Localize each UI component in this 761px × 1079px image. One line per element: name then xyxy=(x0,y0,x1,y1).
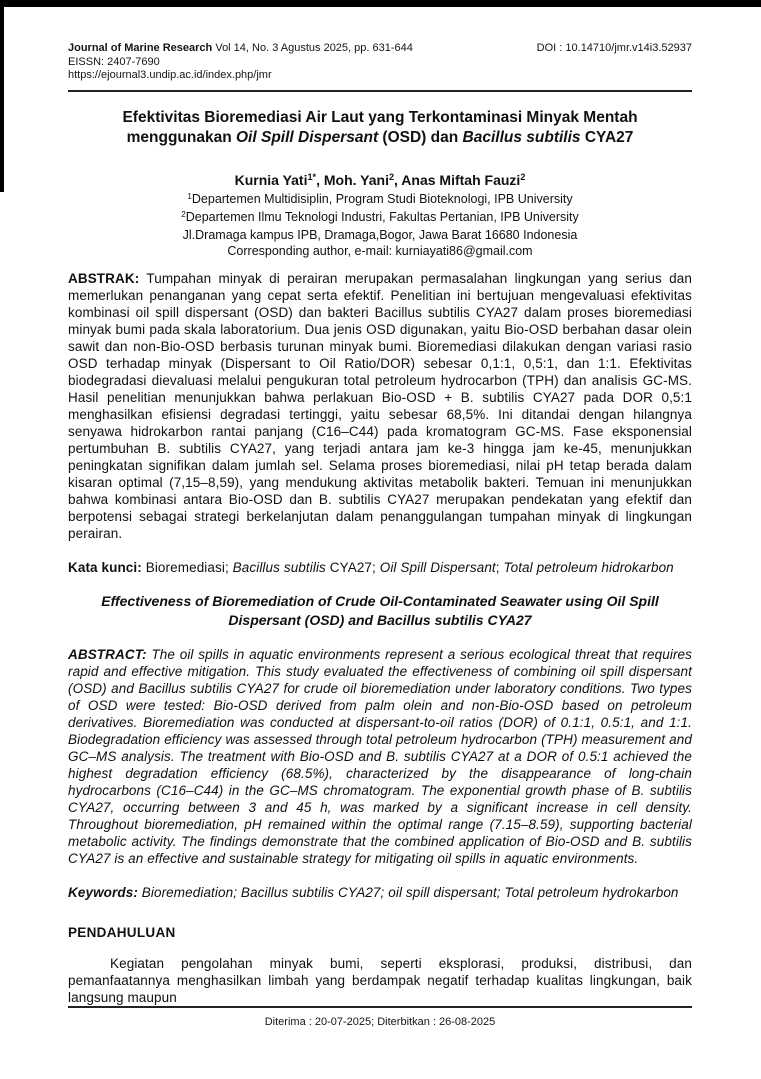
page-footer xyxy=(68,1006,692,1028)
journal-url: https://ejournal3.undip.ac.id/index.php/jmr xyxy=(68,69,272,81)
journal-header xyxy=(68,42,692,92)
journal-volume-line: Journal of Marine Research Vol 14, No. 3 Agustus 2025, pp. 631-644 xyxy=(68,42,413,54)
affiliation-address-line: Jl.Dramaga kampus IPB, Dramaga,Bogor, Jawa Barat 16680 Indonesia xyxy=(182,227,578,242)
scan-border-top xyxy=(0,0,761,7)
eissn-text: EISSN: 2407-7690 xyxy=(68,55,160,68)
keywords-id-line: Kata kunci: Bioremediasi; Bacillus subtilis CYA27; Oil Spill Dispersant; Total petroleum hidrokarbon xyxy=(68,559,674,575)
intro-paragraph: Kegiatan pengolahan minyak bumi, seperti eksplorasi, produksi, distribusi, dan pemanfaatannya menghasilkan limbah yang berdampak negatif terhadap kualitas lingkungan, baik langsung maupun xyxy=(68,955,692,1005)
affiliations-block xyxy=(68,191,692,259)
abstract-id-paragraph: ABSTRAK: Tumpahan minyak di perairan merupakan permasalahan lingkungan yang serius dan memerlukan penanganan yang cepat serta efektif. Penelitian ini bertujuan mengevaluasi efektivitas kombinasi oil spill dispersant (OSD) dan bakteri Bacillus subtilis CYA27 dalam proses bioremediasi minyak bumi pada skala laboratorium. Dua jenis OSD digunakan, yaitu Bio-OSD berbahan dasar olein sawit dan non-Bio-OSD berbasis turunan minyak bumi. Bioremediasi dilakukan dengan variasi rasio OSD terhadap minyak (Dispersant to Oil Ratio/DOR) sebesar 0,1:1, 0,5:1, dan 1:1. Efektivitas biodegradasi dievaluasi melalui pengukuran total petroleum hydrocarbon (TPH) dan analisis GC-MS. Hasil penelitian menunjukkan bahwa perlakuan Bio-OSD + B. subtilis CYA27 pada DOR 0,5:1 menghasilkan efisiensi degradasi tertinggi, yaitu sebesar 68,5%. Ini ditandai dengan hilangnya senyawa hidrokarbon rantai panjang (C16–C44) pada kromatogram GC-MS. Fase eksponensial pertumbuhan B. subtilis CYA27, yang terjadi antara jam ke-3 hingga jam ke-45, menunjukkan peningkatan signifikan dalam jumlah sel. Selama proses bioremediasi, nilai pH tetap berada dalam kisaran optimal (7,15–8,59), yang mendukung aktivitas metabolik bakteri. Temuan ini menunjukkan bahwa kombinasi antara Bio-OSD dan B. subtilis CYA27 merupakan pendekatan yang efektif dan berpotensi sebagai strategi berkelanjutan dalam penanggulangan tumpahan minyak di lingkungan perairan. xyxy=(68,270,692,541)
scan-border-left xyxy=(0,0,4,192)
article-title-id: Efektivitas Bioremediasi Air Laut yang Terkontaminasi Minyak Mentah menggunakan Oil Spill Dispersant (OSD) dan Bacillus subtilis CYA27 xyxy=(122,108,638,146)
section-heading-pendahuluan: PENDAHULUAN xyxy=(68,924,176,940)
affiliation-line-2: $^2$Departemen Ilmu Teknologi Industri, Fakultas Pertanian, IPB University xyxy=(181,209,579,224)
header-divider xyxy=(68,90,692,92)
abstract-en-paragraph: ABSTRACT: The oil spills in aquatic environments represent a serious ecological threat that requires rapid and effective mitigation. This study evaluated the effectiveness of combining oil spill dispersant (OSD) and Bacillus subtilis CYA27 for crude oil bioremediation under laboratory conditions. Two types of OSD were tested: Bio-OSD derived from palm olein and non-Bio-OSD based on petroleum derivatives. Bioremediation was conducted at dispersant-to-oil ratios (DOR) of 0.1:1, 0.5:1, and 1:1. Biodegradation efficiency was assessed through total petroleum hydrocarbon (TPH) measurement and GC–MS analysis. The treatment with Bio-OSD and B. subtilis CYA27 at a DOR of 0.5:1 achieved the highest degradation efficiency (68.5%), characterized by the disappearance of long-chain hydrocarbons (C16–C44) in the GC–MS chromatogram. The exponential growth phase of B. subtilis CYA27, occurring between 3 and 45 h, was marked by a significant increase in cell density. Throughout bioremediation, pH remained within the optimal range (7.15–8.59), supporting bacterial metabolic activity. The findings demonstrate that the combined application of Bio-OSD and B. subtilis CYA27 is an effective and sustainable strategy for mitigating oil spills in aquatic environments. xyxy=(68,646,692,866)
authors-line: Kurnia Yati$^{1*}$, Moh. Yani$^2$, Anas Miftah Fauzi$^2$ xyxy=(234,171,526,188)
doi-text: DOI : 10.14710/jmr.v14i3.52937 xyxy=(536,42,692,54)
footer-divider xyxy=(68,1006,692,1008)
article-title-en: Effectiveness of Bioremediation of Crude Oil-Contaminated Seawater using Oil Spill Dispersant (OSD) and Bacillus subtilis CYA27 xyxy=(101,592,659,628)
received-published-line: Diterima : 20-07-2025; Diterbitkan : 26-08-2025 xyxy=(264,1016,496,1028)
keywords-en-line: Keywords: Bioremediation; Bacillus subtilis CYA27; oil spill dispersant; Total petroleum hydrokarbon xyxy=(68,884,679,900)
corresponding-author-line: Corresponding author, e-mail: kurniayati86@gmail.com xyxy=(227,243,533,258)
affiliation-line-1: $^1$Departemen Multidisiplin, Program Studi Bioteknologi, IPB University xyxy=(187,191,573,206)
